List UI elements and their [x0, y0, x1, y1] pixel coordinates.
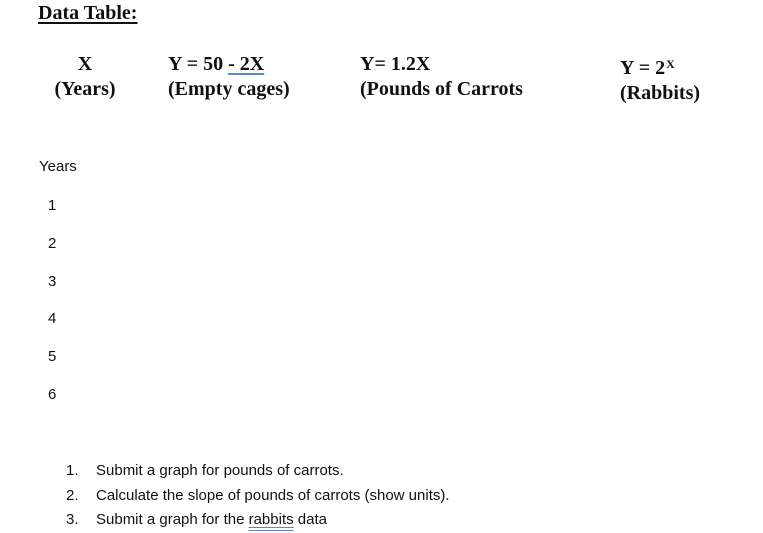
column-x-formula: X [77, 53, 93, 75]
column-x-label: (Years) [54, 78, 116, 100]
year-row: 1 [48, 197, 57, 214]
year-list [48, 197, 56, 424]
task-item [66, 510, 450, 533]
column-carrots-label: (Pounds of Carrots [360, 78, 523, 100]
column-rabbits-formula: $Y = 2^X$ [620, 57, 675, 79]
task-item [66, 461, 450, 486]
task-item [66, 486, 450, 511]
exponent: X [666, 57, 675, 71]
column-carrots-formula: Y= 1.2X [360, 53, 431, 75]
task-text: Submit a graph for the rabbits data [96, 511, 327, 528]
task-list [66, 461, 450, 533]
year-row: 4 [48, 310, 57, 328]
spelling-flag[interactable]: rabbits [248, 511, 294, 528]
column-header-carrots [360, 52, 523, 102]
task-number: 2. [66, 486, 79, 504]
grammar-flag[interactable]: - 2X [228, 53, 265, 75]
column-header-x [47, 52, 123, 102]
task-text: Submit a graph for pounds of carrots. [96, 462, 344, 479]
task-text: Calculate the slope of pounds of carrots (show units). [96, 486, 450, 504]
column-header-rabbits [620, 52, 700, 106]
column-empty-cages-formula: Y = 50 - 2X [168, 53, 265, 75]
year-row: 5 [48, 348, 57, 366]
column-empty-cages-label: (Empty cages) [168, 78, 290, 100]
task-number: 3. [66, 511, 79, 528]
year-row: 2 [48, 234, 57, 252]
data-table-title: Data Table: [38, 2, 138, 24]
year-row: 3 [48, 272, 57, 290]
year-row: 6 [48, 385, 57, 403]
task-number: 1. [66, 462, 79, 479]
column-header-empty-cages [168, 52, 290, 102]
years-label: Years [39, 158, 77, 175]
column-rabbits-label: (Rabbits) [620, 82, 701, 104]
